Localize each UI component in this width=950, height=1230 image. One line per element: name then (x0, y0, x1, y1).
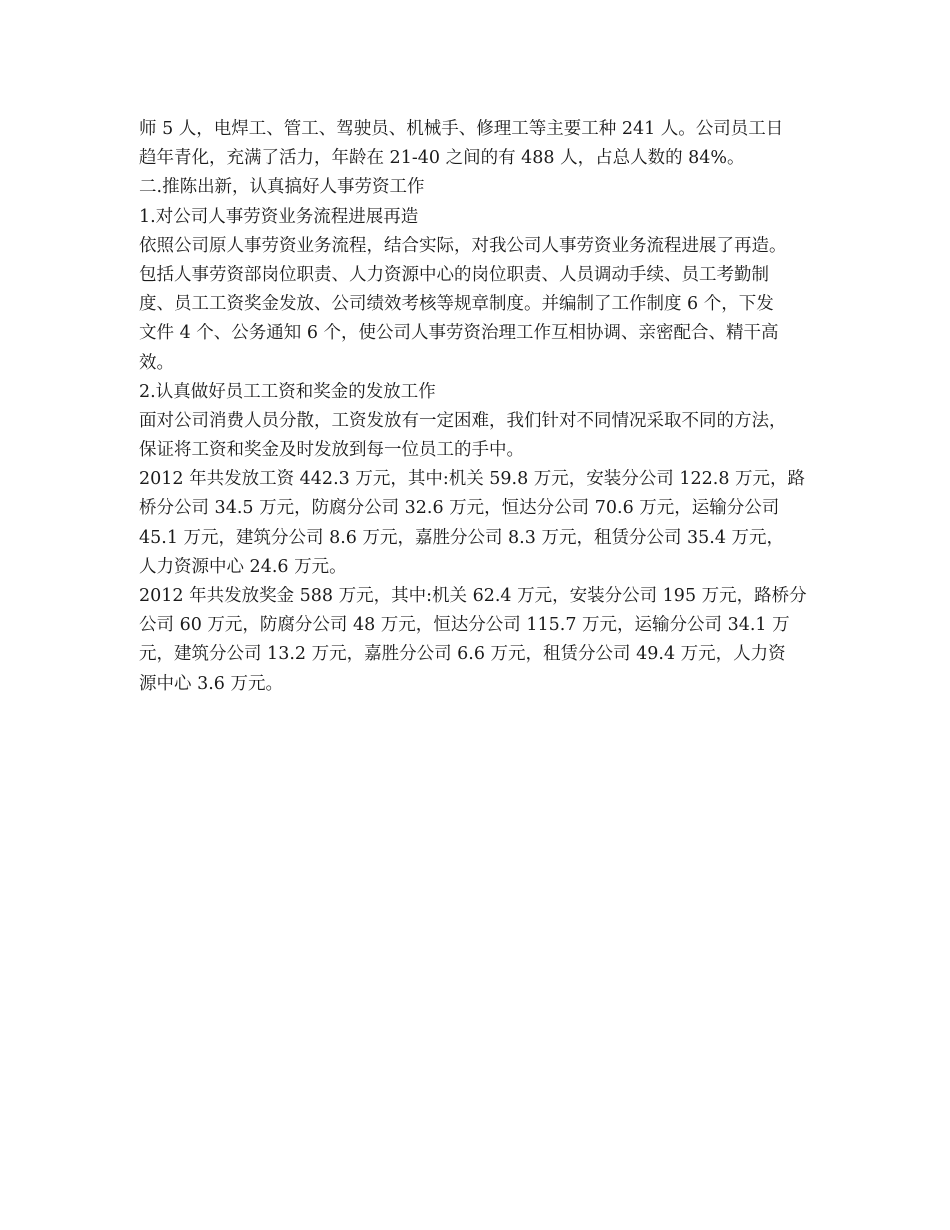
text-line: 师 5 人，电焊工、管工、驾驶员、机械手、修理工等主要工种 241 人。公司员工日 (139, 119, 784, 139)
text-line: 保证将工资和奖金及时发放到每一位员工的手中。 (139, 440, 524, 461)
text-line: 45.1 万元，建筑分公司 8.6 万元，嘉胜分公司 8.3 万元，租赁分公司 35.4 万元， (139, 527, 785, 548)
text-line: 效。 (139, 352, 174, 373)
subsection-heading: 1.对公司人事劳资业务流程进展再造 (139, 206, 419, 227)
text-line: 文件 4 个、公务通知 6 个，使公司人事劳资治理工作互相协调、亲密配合、精干高 (139, 323, 779, 344)
text-line: 度、员工工资奖金发放、公司绩效考核等规章制度。并编制了工作制度 6 个，下发 (139, 294, 774, 315)
text-line: 人力资源中心 24.6 万元。 (139, 556, 347, 577)
text-line: 元，建筑分公司 13.2 万元，嘉胜分公司 6.6 万元，租赁分公司 49.4 万元，人力资 (139, 644, 786, 665)
text-line: 桥分公司 34.5 万元，防腐分公司 32.6 万元，恒达分公司 70.6 万元，运输分公司 (139, 498, 780, 519)
text-line: 依照公司原人事劳资业务流程，结合实际，对我公司人事劳资业务流程进展了再造。 (139, 235, 787, 256)
subsection-heading: 2.认真做好员工工资和奖金的发放工作 (139, 381, 436, 402)
text-line: 趋年青化，充满了活力，年龄在 21-40 之间的有 488 人，占总人数的 84%。 (139, 148, 745, 169)
document-body (139, 115, 839, 699)
text-line: 源中心 3.6 万元。 (139, 673, 283, 694)
text-line: 2012 年共发放奖金 588 万元，其中:机关 62.4 万元，安装分公司 195 万元，路桥分 (139, 586, 807, 606)
text-line: 面对公司消费人员分散，工资发放有一定困难，我们针对不同情况采取不同的方法， (139, 410, 787, 431)
text-line: 公司 60 万元，防腐分公司 48 万元，恒达分公司 115.7 万元，运输分公司 34.1 万 (139, 615, 790, 636)
text-line: 包括人事劳资部岗位职责、人力资源中心的岗位职责、人员调动手续、员工考勤制 (139, 264, 769, 285)
section-heading: 二.推陈出新，认真搞好人事劳资工作 (139, 177, 425, 198)
text-line: 2012 年共发放工资 442.3 万元，其中:机关 59.8 万元，安装分公司 122.8 万元，路 (139, 469, 806, 490)
